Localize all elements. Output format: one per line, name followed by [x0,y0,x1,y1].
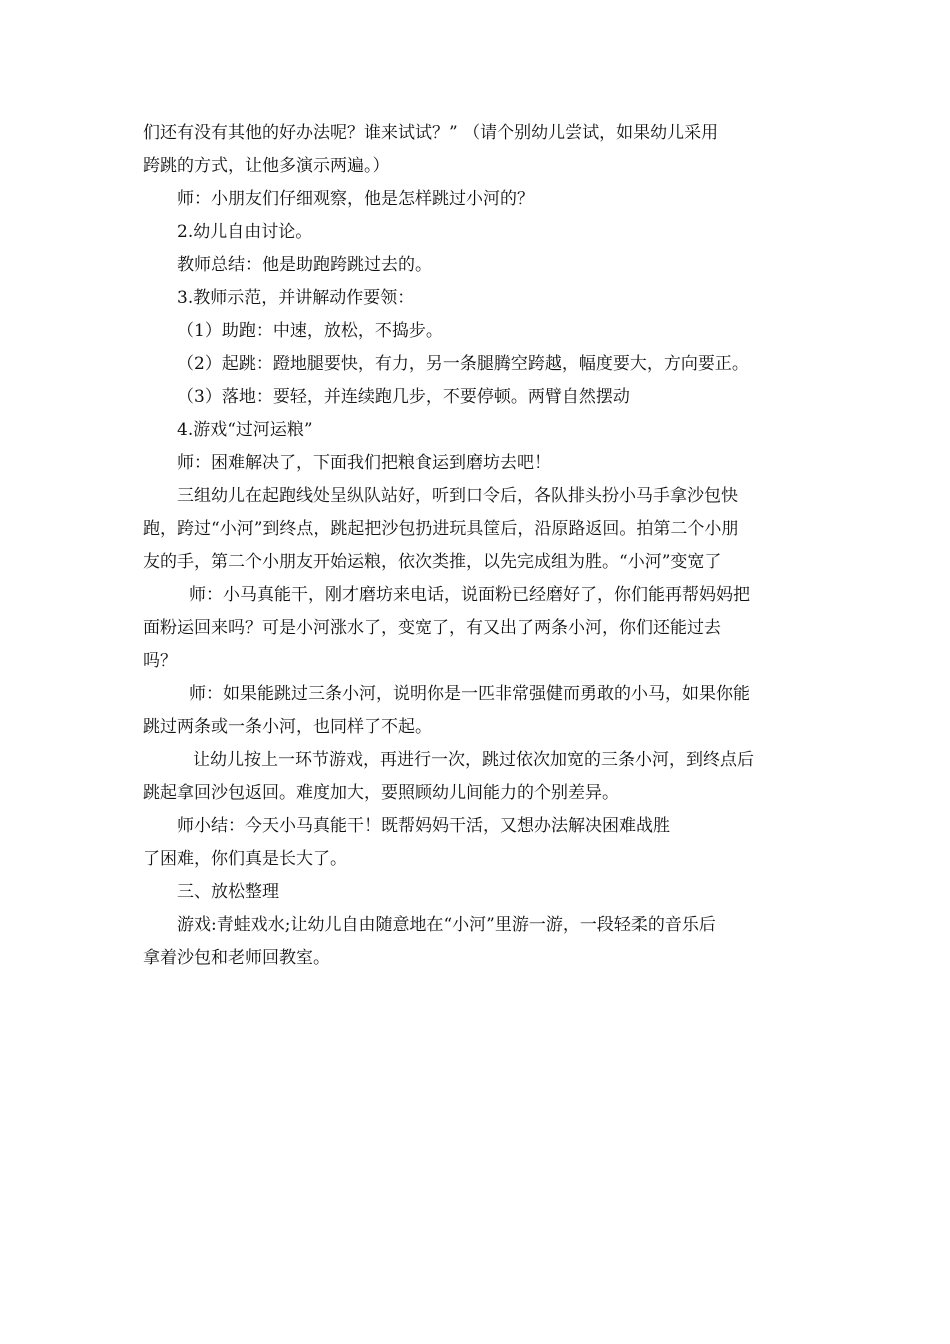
paragraph-line: 跨跳的方式，让他多演示两遍。） [143,156,390,176]
paragraph-line: 教师总结：他是助跑跨跳过去的。 [177,255,432,275]
paragraph-line: 师小结：今天小马真能干！既帮妈妈干活，又想办法解决困难战胜 [177,816,670,836]
paragraph-line: 游戏:青蛙戏水;让幼儿自由随意地在“小河”里游一游，一段轻柔的音乐后 [177,915,716,935]
paragraph-line: 吗？ [143,651,177,671]
paragraph-line: 师：小马真能干，刚才磨坊来电话，说面粉已经磨好了，你们能再帮妈妈把 [189,585,750,605]
paragraph-line: 们还有没有其他的好办法呢？谁来试试？” （请个别幼儿尝试，如果幼儿采用 [143,123,719,143]
paragraph-line: （2）起跳：蹬地腿要快，有力，另一条腿腾空跨越，幅度要大，方向要正。 [177,354,749,374]
paragraph-line: 师：如果能跳过三条小河，说明你是一匹非常强健而勇敢的小马，如果你能 [189,684,750,704]
paragraph-line: 了困难，你们真是长大了。 [143,849,347,869]
paragraph-line: （3）落地：要轻，并连续跑几步，不要停顿。两臂自然摆动 [177,387,630,407]
paragraph-line: 2.幼儿自由讨论。 [177,222,313,242]
document-body [143,117,815,975]
paragraph-line: 3.教师示范，并讲解动作要领： [177,288,415,308]
paragraph-line: 跳过两条或一条小河，也同样了不起。 [143,717,432,737]
paragraph-line: 让幼儿按上一环节游戏，再进行一次，跳过依次加宽的三条小河，到终点后 [193,750,754,770]
paragraph-line: 跳起拿回沙包返回。难度加大，要照顾幼儿间能力的个别差异。 [143,783,619,803]
paragraph-line: 4.游戏“过河运粮” [177,420,313,440]
paragraph-line: 三组幼儿在起跑线处呈纵队站好，听到口令后，各队排头扮小马手拿沙包快 [177,486,738,506]
paragraph-line: 师：小朋友们仔细观察，他是怎样跳过小河的？ [177,189,534,209]
paragraph-line: 跑，跨过“小河”到终点，跳起把沙包扔进玩具筐后，沿原路返回。拍第二个小朋 [143,519,739,539]
paragraph-line: 友的手，第二个小朋友开始运粮，依次类推，以先完成组为胜。“小河”变宽了 [143,552,722,572]
paragraph-line: 面粉运回来吗？可是小河涨水了，变宽了，有又出了两条小河，你们还能过去 [143,618,721,638]
paragraph-line: 拿着沙包和老师回教室。 [143,948,330,968]
section-heading: 三、放松整理 [177,882,279,902]
paragraph-line: 师：困难解决了，下面我们把粮食运到磨坊去吧！ [177,453,551,473]
paragraph-line: （1）助跑：中速，放松，不捣步。 [177,321,443,341]
